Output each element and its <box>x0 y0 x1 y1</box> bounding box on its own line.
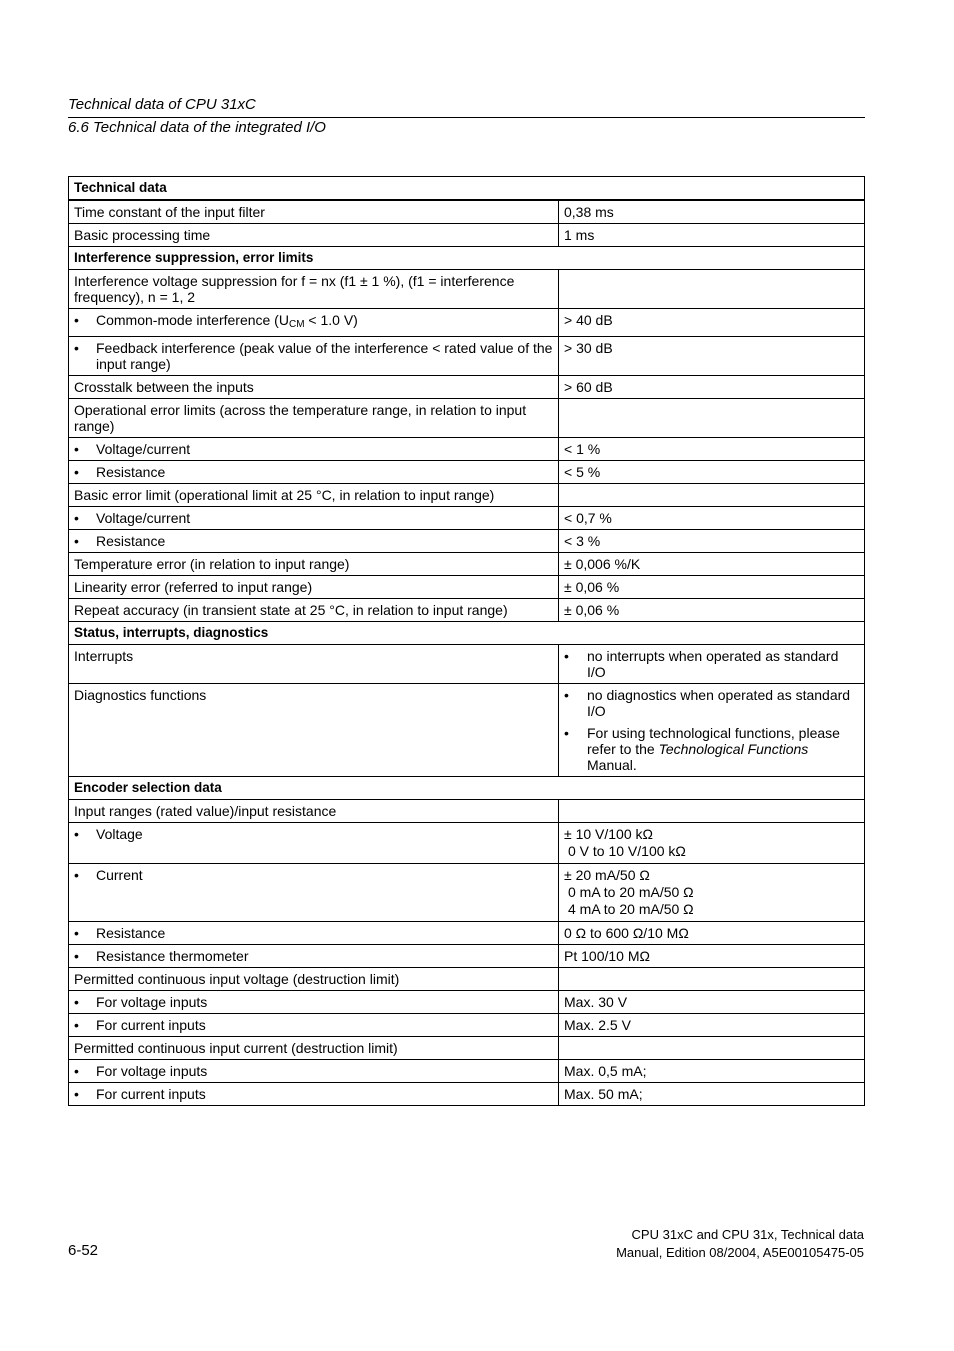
row-label: Permitted continuous input voltage (destruction limit) <box>69 968 559 991</box>
label-text: < 1.0 V) <box>304 312 358 328</box>
table-row <box>69 461 865 484</box>
row-value: ± 0,006 %/K <box>559 553 865 576</box>
chapter-title: Technical data of CPU 31xC <box>68 96 256 113</box>
table-row <box>69 484 865 507</box>
bullet-icon: • <box>74 312 79 328</box>
row-label: Interrupts <box>69 645 559 684</box>
page-header <box>68 95 865 137</box>
row-label: Diagnostics functions <box>69 684 559 777</box>
section-header: Interference suppression, error limits <box>69 247 865 270</box>
value-line: ± 10 V/100 kΩ <box>564 826 653 842</box>
row-value: < 3 % <box>559 530 865 553</box>
label-text: For current inputs <box>96 1086 206 1102</box>
row-label <box>69 1014 559 1037</box>
row-value <box>559 484 865 507</box>
subscript: CM <box>288 319 305 330</box>
row-label <box>69 823 559 864</box>
bullet-icon: • <box>74 464 79 480</box>
section-header: Technical data <box>69 177 865 201</box>
row-value <box>559 399 865 438</box>
table-row <box>69 399 865 438</box>
label-text: Resistance thermometer <box>96 948 249 964</box>
label-text: Resistance <box>96 533 166 549</box>
label-text: Voltage <box>96 826 143 842</box>
bullet-icon: • <box>74 1063 79 1079</box>
bullet-icon: • <box>74 340 79 356</box>
label-text: Feedback interference (peak value of the interference < rated value of the input range) <box>96 340 553 372</box>
row-label <box>69 945 559 968</box>
section-header: Status, interrupts, diagnostics <box>69 622 865 645</box>
value-text: For using technological functions, please refer to the <box>587 725 840 757</box>
table-row <box>69 968 865 991</box>
table-row <box>69 553 865 576</box>
label-text: For current inputs <box>96 1017 206 1033</box>
row-value: 1 ms <box>559 224 865 247</box>
table-row <box>69 599 865 622</box>
row-value: ± 0,06 % <box>559 576 865 599</box>
bullet-icon: • <box>74 925 79 941</box>
manual-title: CPU 31xC and CPU 31x, Technical data <box>631 1227 864 1242</box>
technical-data-table <box>68 176 865 1106</box>
row-label <box>69 1060 559 1083</box>
row-value: < 0,7 % <box>559 507 865 530</box>
table-row <box>69 507 865 530</box>
label-text: Voltage/current <box>96 441 191 457</box>
row-value <box>559 1037 865 1060</box>
row-label <box>69 438 559 461</box>
label-text: For voltage inputs <box>96 1063 208 1079</box>
label-text: For voltage inputs <box>96 994 208 1010</box>
table-row <box>69 376 865 399</box>
table-row <box>69 1060 865 1083</box>
page-number: 6-52 <box>68 1242 99 1259</box>
value-line: 4 mA to 20 mA/50 Ω <box>568 901 694 917</box>
bullet-icon: • <box>74 826 79 842</box>
row-label <box>69 1083 559 1106</box>
manual-info <box>616 1226 864 1262</box>
section-header-row <box>69 177 865 201</box>
table-row <box>69 922 865 945</box>
row-value: < 1 % <box>559 438 865 461</box>
table-row <box>69 337 865 376</box>
row-label: Permitted continuous input current (destruction limit) <box>69 1037 559 1060</box>
row-value <box>559 864 865 922</box>
label-text: Voltage/current <box>96 510 191 526</box>
row-label <box>69 461 559 484</box>
table-row <box>69 270 865 309</box>
bullet-icon: • <box>74 867 79 883</box>
row-label <box>69 530 559 553</box>
table-row <box>69 224 865 247</box>
value-line: 0 mA to 20 mA/50 Ω <box>568 884 694 900</box>
table-row <box>69 530 865 553</box>
section-header-row <box>69 247 865 270</box>
bullet-icon: • <box>74 510 79 526</box>
row-value: ± 0,06 % <box>559 599 865 622</box>
row-value <box>559 968 865 991</box>
row-value <box>559 270 865 309</box>
row-value <box>559 800 865 823</box>
label-text: Resistance <box>96 464 166 480</box>
manual-edition: Manual, Edition 08/2004, A5E00105475-05 <box>616 1245 864 1260</box>
row-label: Temperature error (in relation to input range) <box>69 553 559 576</box>
row-value: Max. 2.5 V <box>559 1014 865 1037</box>
section-header-row <box>69 622 865 645</box>
row-label: Input ranges (rated value)/input resistance <box>69 800 559 823</box>
section-header: Encoder selection data <box>69 777 865 800</box>
label-text: Resistance <box>96 925 166 941</box>
row-value <box>559 645 865 684</box>
value-text: Manual. <box>587 757 637 773</box>
row-value: Max. 50 mA; <box>559 1083 865 1106</box>
row-value: 0 Ω to 600 Ω/10 MΩ <box>559 922 865 945</box>
table-row <box>69 438 865 461</box>
row-label <box>69 991 559 1014</box>
table-row <box>69 200 865 224</box>
bullet-icon: • <box>74 533 79 549</box>
row-label: Crosstalk between the inputs <box>69 376 559 399</box>
bullet-icon: • <box>564 725 569 741</box>
table-row <box>69 309 865 337</box>
table-row <box>69 684 865 777</box>
table-row <box>69 1037 865 1060</box>
bullet-icon: • <box>74 441 79 457</box>
bullet-icon: • <box>564 687 569 703</box>
bullet-icon: • <box>564 648 569 664</box>
row-label: Basic processing time <box>69 224 559 247</box>
table-row <box>69 1083 865 1106</box>
row-label <box>69 309 559 337</box>
row-value: Max. 0,5 mA; <box>559 1060 865 1083</box>
label-text: Common-mode interference (U <box>96 312 289 328</box>
label-text: Current <box>96 867 143 883</box>
table-row <box>69 576 865 599</box>
value-text: no interrupts when operated as standard I/O <box>587 648 839 680</box>
bullet-icon: • <box>74 1086 79 1102</box>
row-label: Interference voltage suppression for f = nx (f1 ± 1 %), (f1 = interference frequency), n = 1, 2 <box>69 270 559 309</box>
row-label: Linearity error (referred to input range) <box>69 576 559 599</box>
section-header-row <box>69 777 865 800</box>
row-value: Max. 30 V <box>559 991 865 1014</box>
row-label: Basic error limit (operational limit at 25 °C, in relation to input range) <box>69 484 559 507</box>
value-text: no diagnostics when operated as standard I/O <box>587 687 851 719</box>
table-row <box>69 991 865 1014</box>
table-row <box>69 945 865 968</box>
table-row <box>69 1014 865 1037</box>
row-label: Repeat accuracy (in transient state at 25 °C, in relation to input range) <box>69 599 559 622</box>
row-value: > 30 dB <box>559 337 865 376</box>
row-label <box>69 864 559 922</box>
table-row <box>69 645 865 684</box>
bullet-icon: • <box>74 948 79 964</box>
row-label: Operational error limits (across the temperature range, in relation to input range) <box>69 399 559 438</box>
value-line: ± 20 mA/50 Ω <box>564 867 650 883</box>
bullet-icon: • <box>74 994 79 1010</box>
row-value: Pt 100/10 MΩ <box>559 945 865 968</box>
manual-reference: Technological Functions <box>658 741 809 757</box>
row-value: 0,38 ms <box>559 200 865 224</box>
row-label: Time constant of the input filter <box>69 200 559 224</box>
value-line: 0 V to 10 V/100 kΩ <box>568 843 686 859</box>
row-label <box>69 507 559 530</box>
table-row <box>69 800 865 823</box>
row-value <box>559 684 865 777</box>
row-label <box>69 337 559 376</box>
section-title: 6.6 Technical data of the integrated I/O <box>68 119 326 136</box>
table-row <box>69 864 865 922</box>
row-value: < 5 % <box>559 461 865 484</box>
row-label <box>69 922 559 945</box>
table-row <box>69 823 865 864</box>
bullet-icon: • <box>74 1017 79 1033</box>
row-value: > 60 dB <box>559 376 865 399</box>
row-value: > 40 dB <box>559 309 865 337</box>
row-value <box>559 823 865 864</box>
